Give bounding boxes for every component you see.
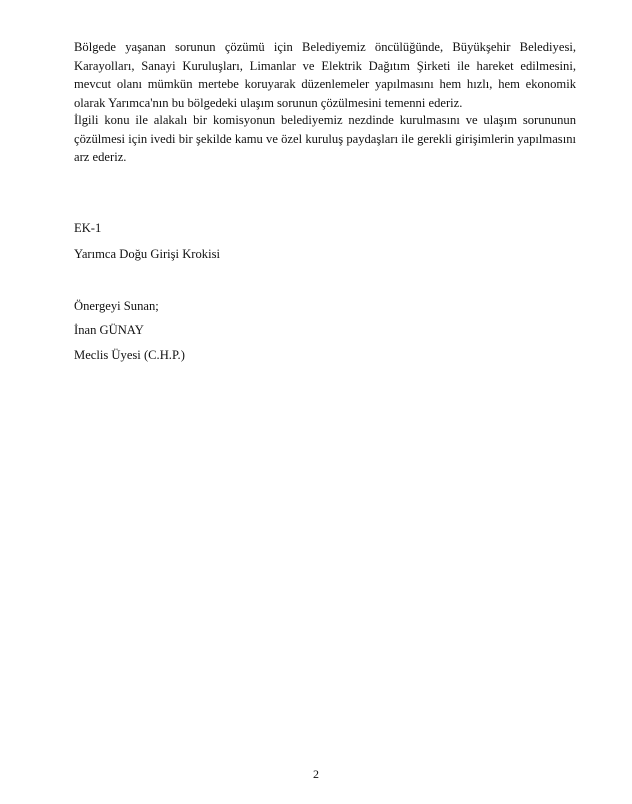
submitter-role: Meclis Üyesi (C.H.P.) — [74, 348, 185, 362]
submitter-name: İnan GÜNAY — [74, 323, 144, 337]
page-number: 2 — [313, 767, 319, 781]
submitter-label: Önergeyi Sunan; — [74, 299, 159, 313]
body-paragraph: İlgili konu ile alakalı bir komisyonun belediyemiz nezdinde kurulmasını ve ulaşım sorununun çözülmesi için ivedi bir şekilde kamu ve özel kuruluş paydaşları ile gerekli girişimlerin yapılmasını arz ederiz. — [74, 113, 576, 164]
annex-title: Yarımca Doğu Girişi Krokisi — [74, 247, 220, 261]
body-paragraph: Bölgede yaşanan sorunun çözümü için Belediyemiz öncülüğünde, Büyükşehir Belediyesi, Karayolları, Sanayi Kuruluşları, Limanlar ve Elektrik Dağıtım Şirketi ile hareket edilmesini, mevcut olanı mümkün mertebe koruyarak düzenlemeler yapılmasını hem hızlı, hem ekonomik olarak Yarımca'nın bu bölgedeki ulaşım sorunun çözülmesini temenni ederiz. — [74, 40, 576, 110]
annex-label: EK-1 — [74, 221, 102, 235]
